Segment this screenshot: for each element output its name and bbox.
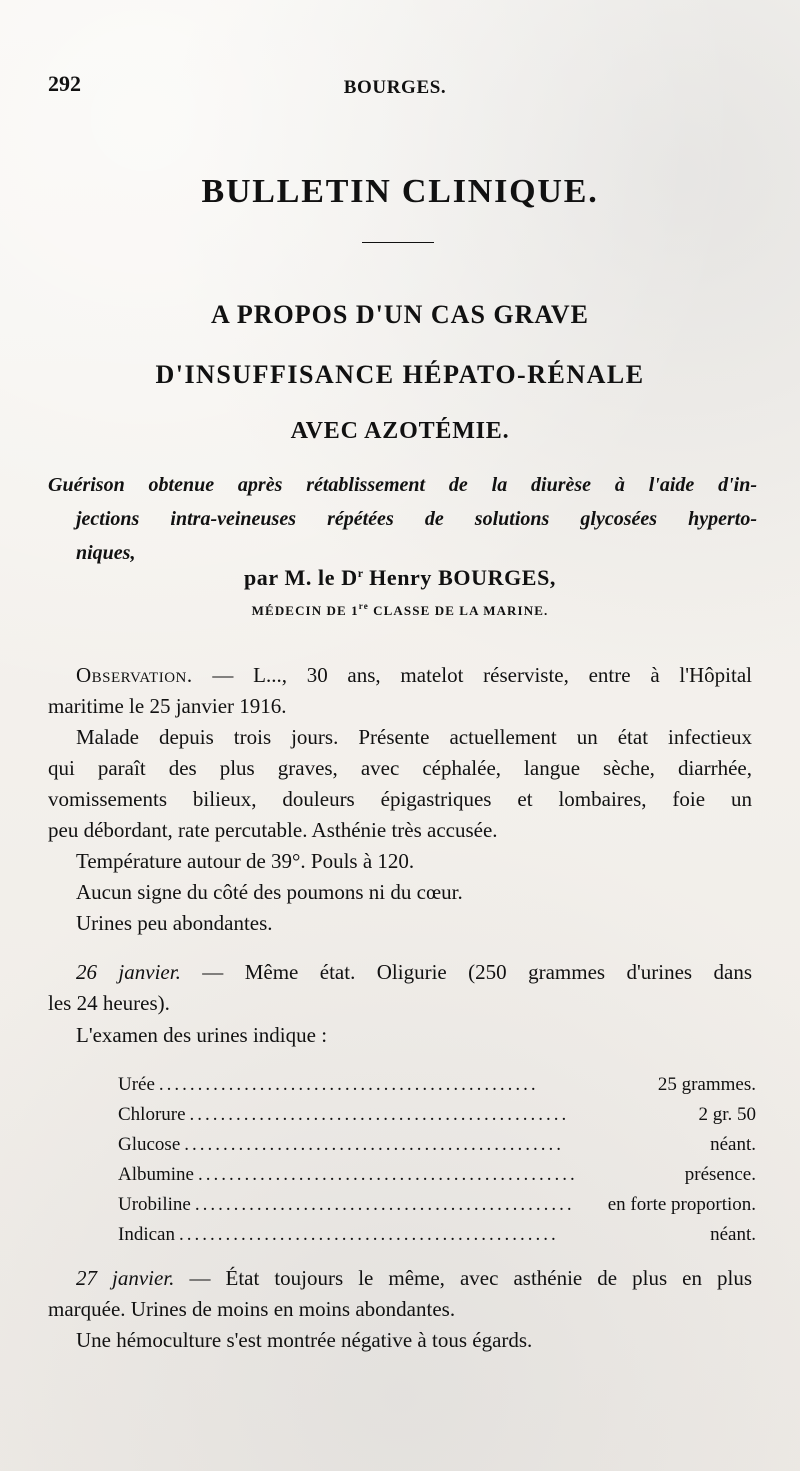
exam-label: Indican (118, 1224, 175, 1245)
jan-26-line-2: les 24 heures). (48, 991, 170, 1015)
running-head (48, 73, 742, 103)
urine-exam-intro (48, 1020, 752, 1051)
observation-line-8: Aucun signe du côté des poumons ni du cœur. (76, 880, 463, 904)
exam-label: Albumine (118, 1164, 194, 1185)
dot-leader: ................................................. (184, 1134, 565, 1155)
exam-value: néant. (710, 1134, 756, 1155)
exam-row-albumine (118, 1160, 756, 1190)
dot-leader: ................................................. (194, 1194, 575, 1215)
urine-exam-list (118, 1070, 756, 1250)
exam-value: néant. (710, 1224, 756, 1245)
observation-line-3: Malade depuis trois jours. Présente actuellement un état infectieux (76, 725, 752, 749)
january-26-section (48, 957, 752, 1019)
dot-leader: ................................................. (198, 1164, 578, 1185)
exam-row-uree (118, 1070, 756, 1100)
jan-27-line-1 (48, 1263, 752, 1294)
dot-leader: ................................................. (158, 1074, 539, 1095)
observation-line-2: maritime le 25 janvier 1916. (48, 694, 287, 718)
jan-26-line-1-text: — Même état. Oligurie (250 grammes d'urines dans (202, 960, 753, 984)
author-superscript: r (357, 566, 364, 580)
jan-27-line-2: marquée. Urines de moins en moins abondantes. (48, 1297, 456, 1321)
jan-26-date: 26 janvier. (76, 960, 181, 984)
jan-27-line-1-text: — État toujours le même, avec asthénie de plus en plus (189, 1266, 753, 1290)
affiliation-prefix: MÉDECIN DE 1 (251, 603, 359, 618)
case-summary (48, 468, 757, 570)
summary-line-1: Guérison obtenue après rétablissement de la diurèse à l'aide d'in- (48, 474, 757, 496)
observation-line-5: vomissements bilieux, douleurs épigastriques et lombaires, foie un (48, 787, 752, 811)
title-rule (362, 242, 434, 243)
observation-line-6: peu débordant, rate percutable. Asthénie très accusée. (48, 818, 498, 842)
affiliation-superscript: re (358, 601, 369, 611)
observation-line-1-text: — L..., 30 ans, matelot réserviste, entre à l'Hôpital (212, 663, 752, 687)
dot-leader: ................................................. (189, 1104, 570, 1125)
author-affiliation (0, 602, 800, 617)
summary-line-2: jections intra-veineuses répétées de solutions glycosées hyperto- (76, 508, 757, 530)
affiliation-suffix: CLASSE DE LA MARINE. (373, 603, 549, 618)
exam-row-urobiline (118, 1190, 756, 1220)
observation-line-4: qui paraît des plus graves, avec céphalée, langue sèche, diarrhée, (48, 756, 752, 780)
author-line (0, 567, 800, 589)
exam-label: Urée (118, 1074, 155, 1095)
jan-27-line-3: Une hémoculture s'est montrée négative à tous égards. (76, 1328, 533, 1352)
article-title: BULLETIN CLINIQUE. (201, 173, 599, 210)
exam-value: 2 gr. 50 (698, 1104, 756, 1125)
jan-27-date: 27 janvier. (76, 1266, 175, 1290)
exam-label: Urobiline (118, 1194, 191, 1215)
subtitle-line-2: D'INSUFFISANCE HÉPATO-RÉNALE (155, 360, 645, 389)
page-number: 292 (48, 71, 81, 96)
dot-leader: ................................................. (178, 1224, 559, 1245)
observation-line-7: Température autour de 39°. Pouls à 120. (76, 849, 415, 873)
exam-row-indican (118, 1220, 756, 1250)
exam-value: présence. (684, 1164, 756, 1185)
exam-value: 25 grammes. (657, 1074, 756, 1095)
observation-label: Observation. (76, 663, 193, 687)
exam-label: Chlorure (118, 1104, 186, 1125)
observation-section (48, 660, 752, 939)
observation-line-9: Urines peu abondantes. (76, 911, 273, 935)
author-name: Henry BOURGES, (369, 565, 557, 590)
subtitle-line-3: AVEC AZOTÉMIE. (290, 418, 510, 444)
exam-row-chlorure (118, 1100, 756, 1130)
urine-exam-intro-text: L'examen des urines indique : (76, 1023, 328, 1047)
january-27-section (48, 1263, 752, 1356)
exam-row-glucose (118, 1130, 756, 1160)
summary-line-3: niques, (76, 542, 136, 564)
exam-value: en forte proportion. (607, 1194, 756, 1215)
subtitle-line-1: A PROPOS D'UN CAS GRAVE (211, 300, 589, 329)
exam-label: Glucose (118, 1134, 181, 1155)
author-prefix: par M. le D (243, 565, 358, 590)
jan-26-line-1 (48, 957, 752, 988)
running-title: BOURGES. (343, 77, 447, 98)
observation-line-1 (48, 660, 752, 691)
